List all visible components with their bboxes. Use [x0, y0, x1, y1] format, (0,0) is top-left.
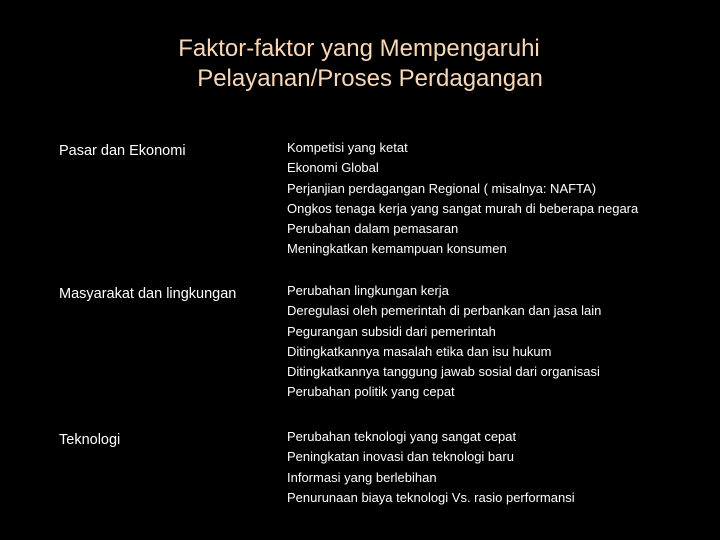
- list-item: Perubahan teknologi yang sangat cepat: [287, 429, 517, 444]
- list-item: Penurunaan biaya teknologi Vs. rasio performansi: [287, 489, 575, 505]
- list-item: Ongkos tenaga kerja yang sangat murah di beberapa negara: [287, 200, 639, 216]
- list-item: Perubahan dalam pemasaran: [287, 221, 459, 237]
- title-line-2: Pelayanan/Proses Perdagangan: [197, 65, 543, 92]
- slide-title: [0, 34, 720, 94]
- list-item: Peningkatan inovasi dan teknologi baru: [287, 449, 514, 465]
- title-line-1: Faktor-faktor yang Mempengaruhi: [178, 35, 540, 62]
- section-label: Masyarakat dan lingkungan: [59, 286, 237, 302]
- list-item: Perjanjian perdagangan Regional ( misalnya: NAFTA): [287, 180, 597, 196]
- list-item: Ekonomi Global: [287, 160, 379, 176]
- list-item: Informasi yang berlebihan: [287, 469, 437, 485]
- section-item-list: [287, 427, 575, 508]
- section-label: Teknologi: [59, 432, 121, 448]
- section-item-list: [287, 281, 601, 403]
- list-item: Ditingkatkannya masalah etika dan isu hukum: [287, 343, 552, 359]
- section-item-list: [287, 138, 638, 260]
- list-item: Ditingkatkannya tanggung jawab sosial dari organisasi: [287, 364, 600, 380]
- list-item: Perubahan lingkungan kerja: [287, 283, 449, 298]
- section-label: Pasar dan Ekonomi: [59, 143, 186, 159]
- list-item: Kompetisi yang ketat: [287, 140, 408, 155]
- list-item: Meningkatkan kemampuan konsumen: [287, 241, 507, 257]
- list-item: Deregulasi oleh pemerintah di perbankan dan jasa lain: [287, 303, 602, 319]
- list-item: Perubahan politik yang cepat: [287, 384, 455, 400]
- list-item: Pegurangan subsidi dari pemerintah: [287, 323, 496, 339]
